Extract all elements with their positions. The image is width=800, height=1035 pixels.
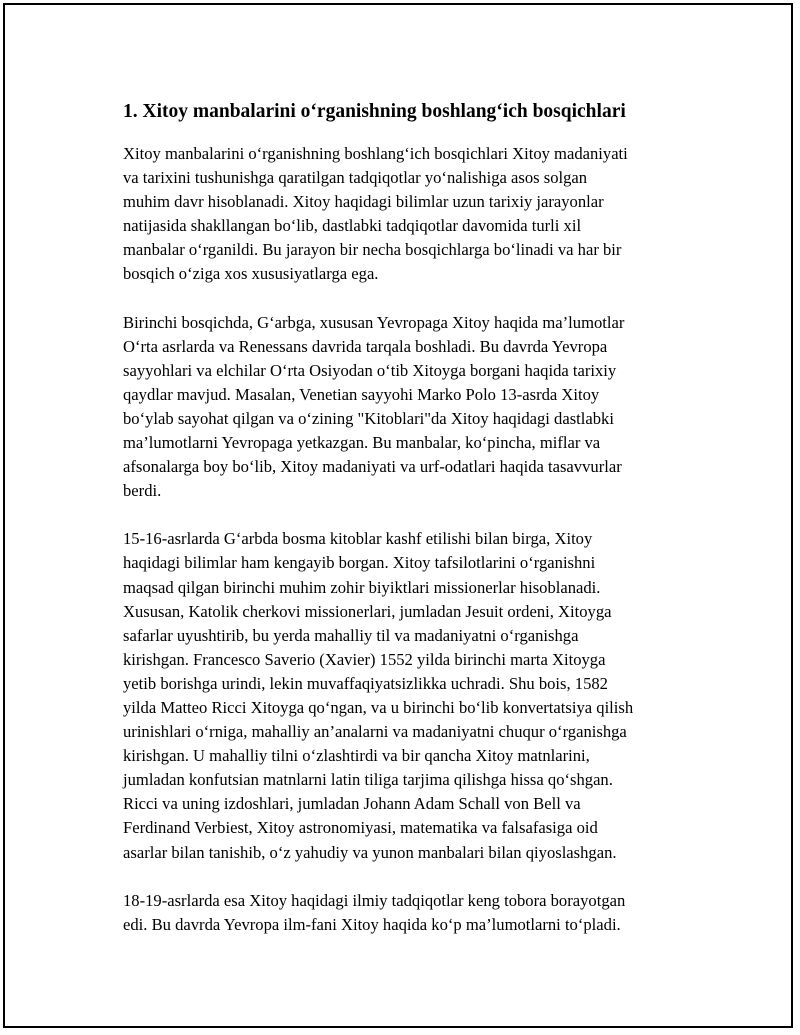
- text-line: Ricci va uning izdoshlari, jumladan Johann Adam Schall von Bell va: [123, 794, 581, 814]
- text-line: jumladan konfutsian matnlarni latin tiliga tarjima qilishga hissa qo‘shgan.: [123, 770, 613, 790]
- text-line: sayyohlari va elchilar O‘rta Osiyodan o‘tib Xitoyga borgani haqida tarixiy: [123, 360, 617, 380]
- page-frame: [3, 3, 793, 1028]
- text-line: Xususan, Katolik cherkovi missionerlari, jumladan Jesuit ordeni, Xitoyga: [123, 601, 612, 621]
- text-line: natijasida shakllangan bo‘lib, dastlabki tadqiqotlar davomida turli xil: [123, 216, 582, 236]
- text-line: maqsad qilgan birinchi muhim zohir biyiktlari missionerlar hisoblanadi.: [123, 577, 601, 597]
- document-body: [123, 99, 703, 961]
- text-line: Birinchi bosqichda, G‘arbga, xususan Yevropaga Xitoy haqida ma’lumotlar: [123, 312, 625, 332]
- text-line: kirishgan. U mahalliy tilni o‘zlashtirdi va bir qancha Xitoy matnlarini,: [123, 746, 590, 766]
- text-line: va tarixini tushunishga qaratilgan tadqiqotlar yo‘nalishiga asos solgan: [123, 168, 588, 188]
- text-line: asarlar bilan tanishib, o‘z yahudiy va yunon manbalari bilan qiyoslashgan.: [123, 842, 617, 862]
- text-line: manbalar o‘rganildi. Bu jarayon bir necha bosqichlarga bo‘linadi va har bir: [123, 240, 622, 260]
- text-line: yetib borishga urindi, lekin muvaffaqiyatsizlikka uchradi. Shu bois, 1582: [123, 673, 608, 693]
- text-line: 15-16-asrlarda G‘arbda bosma kitoblar kashf etilishi bilan birga, Xitoy: [123, 529, 593, 549]
- text-line: kirishgan. Francesco Saverio (Xavier) 1552 yilda birinchi marta Xitoyga: [123, 649, 606, 669]
- page-title: 1. Xitoy manbalarini o‘rganishning boshlang‘ich bosqichlari: [123, 101, 626, 122]
- text-line: haqidagi bilimlar ham kengayib borgan. Xitoy tafsilotlarini o‘rganishni: [123, 553, 596, 573]
- text-line: yilda Matteo Ricci Xitoyga qo‘ngan, va u birinchi bo‘lib konvertatsiya qilish: [123, 697, 634, 717]
- text-line: safarlar uyushtirib, bu yerda mahalliy til va madaniyatni o‘rganishga: [123, 625, 579, 645]
- paragraph-4: [123, 889, 703, 937]
- text-line: bosqich o‘ziga xos xususiyatlarga ega.: [123, 264, 379, 284]
- text-line: muhim davr hisoblanadi. Xitoy haqidagi bilimlar uzun tarixiy jarayonlar: [123, 192, 604, 212]
- text-line: qaydlar mavjud. Masalan, Venetian sayyohi Marko Polo 13-asrda Xitoy: [123, 384, 600, 404]
- text-line: edi. Bu davrda Yevropa ilm-fani Xitoy haqida ko‘p ma’lumotlarni to‘pladi.: [123, 914, 621, 934]
- text-line: bo‘ylab sayohat qilgan va o‘zining "Kitoblari"da Xitoy haqidagi dastlabki: [123, 408, 614, 428]
- text-line: urinishlari o‘rniga, mahalliy an’analarni va madaniyatni chuqur o‘rganishga: [123, 722, 627, 742]
- text-line: afsonalarga boy bo‘lib, Xitoy madaniyati va urf-odatlari haqida tasavvurlar: [123, 457, 622, 477]
- text-line: Xitoy manbalarini o‘rganishning boshlang‘ich bosqichlari Xitoy madaniyati: [123, 144, 628, 163]
- paragraph-2: [123, 311, 703, 504]
- text-line: berdi.: [123, 481, 162, 501]
- text-line: ma’lumotlarni Yevropaga yetkazgan. Bu manbalar, ko‘pincha, miflar va: [123, 433, 601, 453]
- text-line: Ferdinand Verbiest, Xitoy astronomiyasi, matematika va falsafasiga oid: [123, 818, 598, 838]
- text-line: O‘rta asrlarda va Renessans davrida tarqala boshladi. Bu davrda Yevropa: [123, 336, 608, 356]
- paragraph-3: [123, 527, 703, 864]
- paragraph-1: [123, 142, 703, 287]
- text-line: 18-19-asrlarda esa Xitoy haqidagi ilmiy tadqiqotlar keng tobora borayotgan: [123, 890, 626, 910]
